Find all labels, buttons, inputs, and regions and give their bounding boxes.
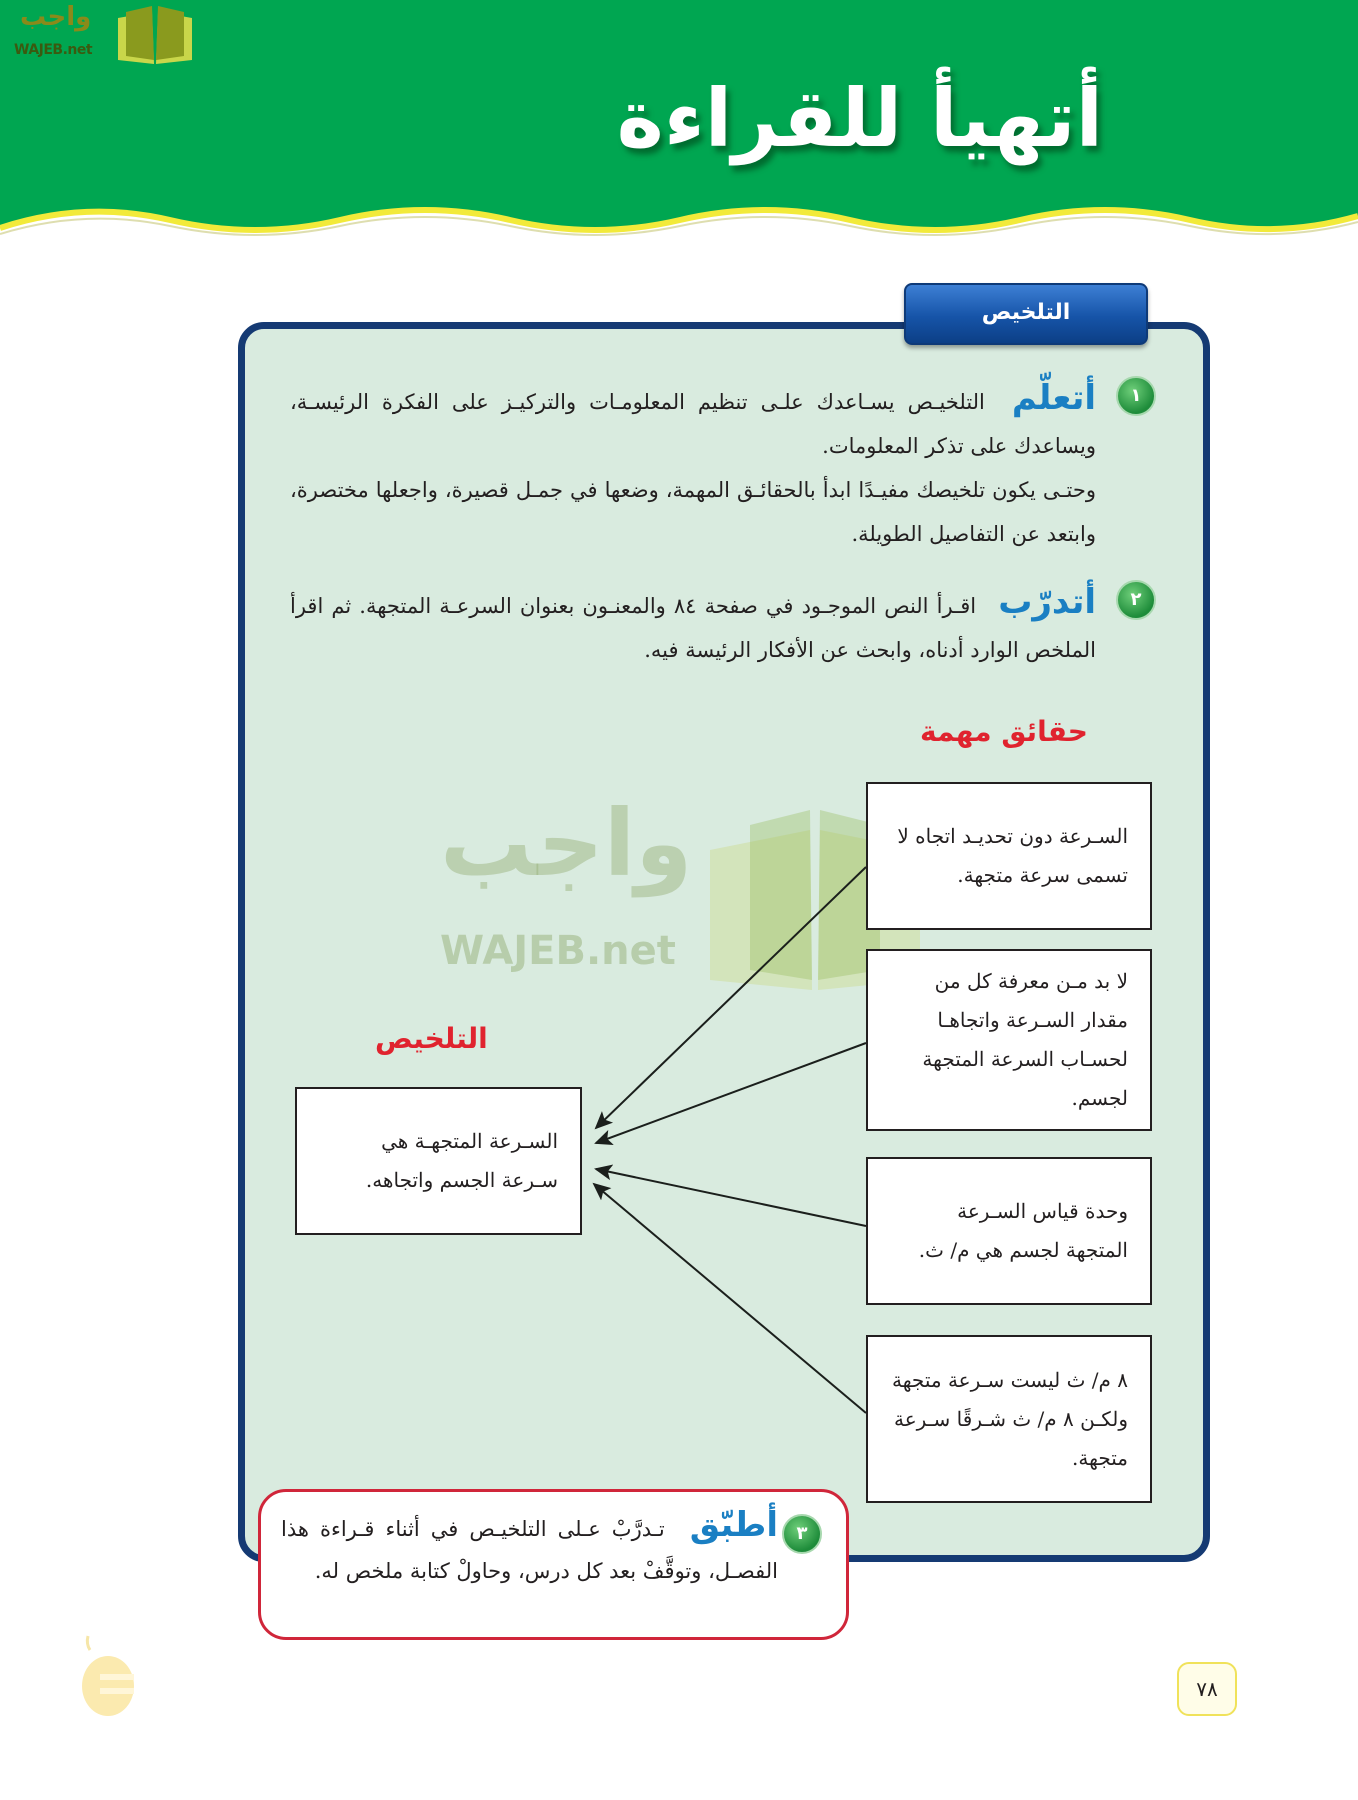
learn-text-lead: التلخيـص يسـاعدك علـى تنظيم المعلومـات والتركيـز على الفكرة الرئيسـة، ويساعدك على تذكر المعلومات.: [290, 390, 1096, 458]
tab-summary: التلخيص: [904, 283, 1148, 345]
summary-text: السـرعة المتجهـة هي سـرعة الجسم واتجاهه.: [365, 1129, 558, 1192]
summary-heading: التلخيص: [375, 1022, 488, 1055]
site-logo-latin: WAJEB.net: [14, 42, 93, 58]
fact-text: السـرعة دون تحديـد اتجاه لا تسمى سرعة متجهة.: [897, 824, 1128, 887]
site-logo-arabic: واجب: [20, 2, 92, 32]
step-number-2: ٢: [1116, 580, 1156, 620]
corner-logo-icon: [80, 1630, 140, 1720]
watermark-latin: WAJEB.net: [440, 928, 676, 974]
page-title: أتهيأ للقراءة: [616, 72, 1103, 165]
fact-text: ٨ م/ ث ليست سـرعة متجهة ولكـن ٨ م/ ث شـرقًا سـرعة متجهة.: [891, 1367, 1128, 1470]
watermark-arabic: واجب: [440, 790, 693, 897]
practice-label: أتدرّب: [998, 582, 1096, 622]
practice-text: اقـرأ النص الموجـود في صفحة ٨٤ والمعنـون بعنوان السرعـة المتجهة. ثم اقرأ الملخص الوارد أدناه، وابحث عن الأفكار الرئيسة فيه.: [290, 594, 1096, 662]
facts-heading: حقائق مهمة: [920, 715, 1088, 748]
step-number-3: ٣: [782, 1514, 822, 1554]
section-apply: [258, 1489, 849, 1640]
arrow-fact1: [596, 867, 866, 1128]
arrow-fact3: [596, 1169, 866, 1226]
fact-text: لا بد مـن معرفة كل من مقدار السـرعة واتجاهـا لحسـاب السرعة المتجهة لجسم.: [922, 969, 1128, 1110]
learn-label: أتعلّم: [1011, 378, 1096, 418]
apply-text: تـدرَّبْ عـلى التلخيـص في أثناء قـراءة هذا الفصـل، وتوقَّفْ بعد كل درس، وحاولْ كتابة ملخص له.: [281, 1517, 778, 1583]
arrow-fact2: [596, 1043, 866, 1143]
step-number-1: ١: [1116, 376, 1156, 416]
fact-text: وحدة قياس السـرعة المتجهة لجسم هي م/ ث.: [918, 1199, 1128, 1262]
learn-text-more: وحتـى يكون تلخيصك مفيـدًا ابدأ بالحقائـق المهمة، وضعها في جمـل قصيرة، واجعلها مختصرة، وابتعد عن التفاصيل الطويلة.: [290, 478, 1096, 546]
apply-label: أطبّق: [689, 1505, 778, 1545]
page-number: ٧٨: [1177, 1662, 1237, 1716]
